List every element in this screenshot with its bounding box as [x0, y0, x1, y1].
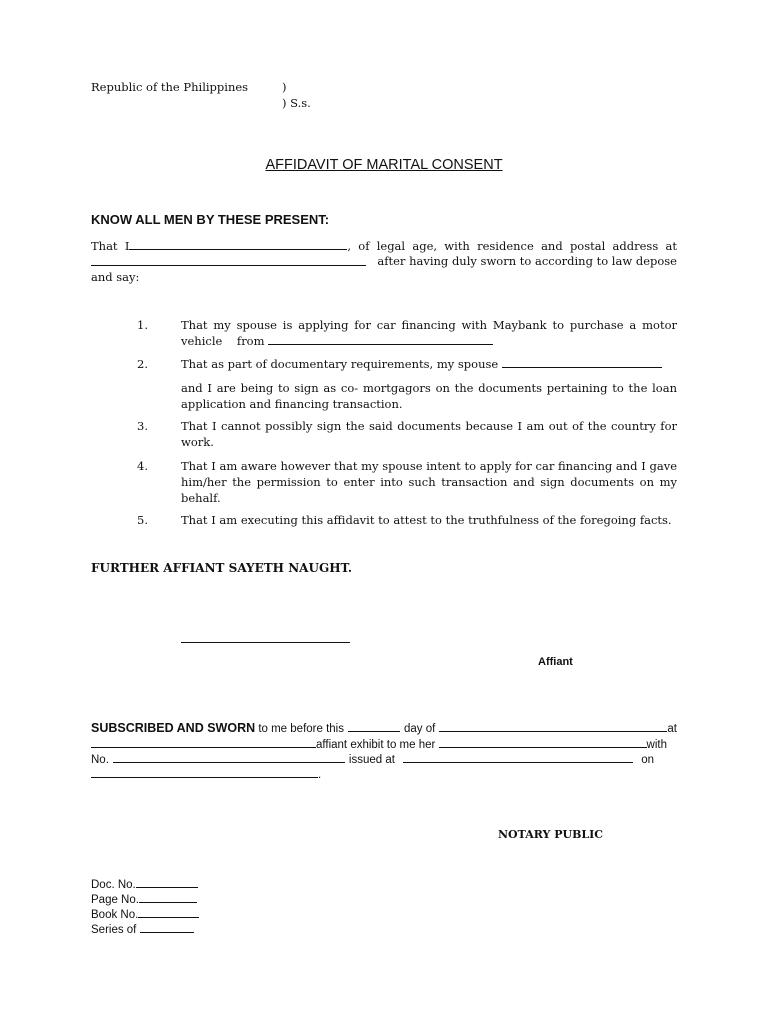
notary-public-label: NOTARY PUBLIC [498, 828, 604, 841]
period-text: . [318, 769, 322, 781]
subscribed-line-4 [91, 766, 321, 781]
list-item: That I cannot possibly sign the said documents because I am out of the country for work. [181, 419, 677, 449]
list-item: That I am executing this affidavit to attest to the truthfulness of the foregoing facts. [181, 513, 672, 527]
affiant-exhibit-text: affiant exhibit to me her [316, 739, 436, 751]
at-text: at [667, 723, 677, 735]
item-2-line-1: That as part of documentary requirements, my spouse [181, 357, 499, 371]
issued-date-blank [91, 766, 318, 778]
subscribed-line-2 [91, 736, 667, 751]
list-item [181, 317, 677, 349]
issued-place-blank [403, 751, 633, 763]
item-number: 5. [137, 513, 148, 527]
vehicle-source-blank [268, 333, 493, 345]
item-1-line-1: That my spouse is applying for car financing with Maybank to purchase a motor [181, 318, 677, 332]
intro-line-1 [91, 238, 677, 253]
to-me-text: to me before this [255, 723, 344, 735]
series-of-label: Series of [91, 924, 137, 936]
affiant-label: Affiant [538, 656, 573, 668]
ss-text: ) S.s. [282, 96, 311, 110]
doc-no-line [91, 876, 198, 891]
id-number-blank [113, 751, 345, 763]
item-1-line-2: vehicle from [181, 334, 265, 348]
book-no-label: Book No. [91, 909, 139, 921]
day-blank [348, 720, 400, 732]
item-number: 3. [137, 419, 148, 433]
day-of-text: day of [403, 723, 436, 735]
place-blank [91, 736, 316, 748]
subscribed-bold: SUBSCRIBED AND SWORN [91, 721, 256, 735]
item-number: 4. [137, 459, 148, 473]
issued-at-text: issued at [348, 754, 395, 766]
book-no-blank [138, 906, 199, 918]
further-affiant-text: FURTHER AFFIANT SAYETH NAUGHT. [91, 561, 353, 575]
with-text: with [646, 739, 667, 751]
doc-no-label: Doc. No. [91, 879, 136, 891]
item-number: 1. [137, 318, 148, 332]
month-year-blank [439, 720, 667, 732]
document-title: AFFIDAVIT OF MARITAL CONSENT [265, 157, 503, 173]
affiant-signature-line [181, 642, 350, 643]
item-2-continuation: and I are being to sign as co- mortgagors on the documents pertaining to the loan application and financing transaction. [181, 381, 677, 411]
address-blank [91, 254, 366, 266]
venue-text: Republic of the Philippines [91, 80, 249, 94]
subscribed-line-3 [91, 751, 654, 766]
item-number: 2. [137, 357, 148, 371]
doc-no-blank [136, 876, 198, 888]
intro-line-2 [91, 254, 677, 268]
that-i-text: That I [91, 239, 130, 253]
legal-age-text: , of legal age, with residence and postal address at [347, 239, 677, 253]
know-all-heading: KNOW ALL MEN BY THESE PRESENT: [91, 212, 330, 227]
page-no-blank [139, 891, 197, 903]
id-type-blank [439, 736, 646, 748]
after-sworn-text: after having duly sworn to according to law depose [377, 254, 677, 268]
book-no-line [91, 906, 199, 921]
subscribed-line-1 [91, 720, 677, 735]
series-of-line [91, 921, 194, 936]
series-of-blank [140, 921, 194, 933]
on-text: on [641, 754, 654, 766]
list-item [181, 356, 677, 372]
venue-paren: ) [282, 80, 287, 94]
spouse-name-blank [502, 356, 662, 368]
page-no-label: Page No. [91, 894, 139, 906]
name-blank [129, 238, 347, 250]
and-say-text: and say: [91, 270, 140, 284]
list-item: That I am aware however that my spouse intent to apply for car financing and I gave him/her the permission to enter into such transaction and sign documents on my behalf. [181, 459, 677, 505]
no-text: No. [91, 754, 109, 766]
page-no-line [91, 891, 197, 906]
